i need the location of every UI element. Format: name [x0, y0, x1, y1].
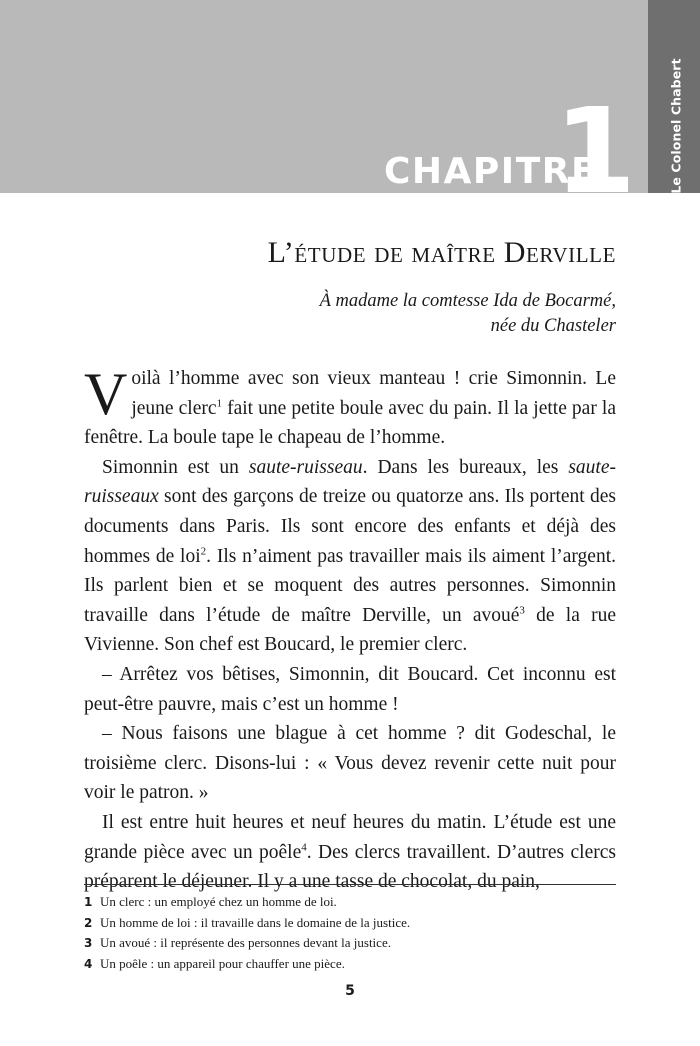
- paragraph-text: sont des garçons de treize ou quatorze ans. Ils portent des documents dans Paris. Ils sont encore des enfants et déjà des hommes de loi: [84, 486, 616, 567]
- footnote-number: 1: [84, 895, 93, 909]
- paragraph: – Nous faisons une blague à cet homme ? dit Godeschal, le troisième clerc. Disons-lui : « Vous devez revenir cette nuit pour voir le patron. »: [84, 723, 616, 804]
- dedication-line: À madame la comtesse Ida de Bocarmé,: [319, 291, 616, 311]
- footnote-ref: 2: [200, 545, 207, 558]
- footnote-ref: 4: [301, 841, 307, 853]
- body-text: [84, 361, 616, 897]
- paragraph-text: Il est entre huit heures et neuf heures du matin. L’étude est une grande pièce avec un poêle: [84, 811, 616, 863]
- paragraph: – Arrêtez vos bêtises, Simonnin, dit Boucard. Cet inconnu est peut-être pauvre, mais c’est un homme !: [84, 663, 616, 715]
- footnote-ref: 3: [519, 604, 525, 617]
- drop-cap: V: [84, 361, 128, 427]
- chapter-label: CHAPITRE: [384, 151, 598, 192]
- paragraph-text: oilà l’homme avec son vieux manteau ! crie Simonnin. Le jeune clerc: [131, 368, 616, 419]
- footnote-number: 4: [84, 956, 93, 971]
- italic-term: saute-ruisseaux: [84, 456, 616, 508]
- chapter-number: 1: [554, 82, 637, 220]
- footnote: [84, 954, 616, 975]
- paragraph-text: . Ils n’aiment pas travailler mais ils aiment l’argent. Ils parlent bien et se moquent des autres personnes. Simonnin travaille dans l’étude de maître Derville, un avoué: [84, 545, 616, 626]
- footnote-number: 3: [84, 936, 93, 950]
- footnote-number: 2: [84, 915, 93, 930]
- paragraph: [84, 453, 616, 660]
- footnote: [84, 913, 616, 934]
- dedication: [320, 289, 616, 339]
- footnote-ref: 1: [216, 397, 223, 410]
- footnote-divider: [84, 884, 616, 885]
- paragraph: [84, 361, 616, 453]
- footnote-text: Un homme de loi : il travaille dans le domaine de la justice.: [100, 914, 411, 930]
- footnote-text: Un poêle : un appareil pour chauffer une pièce.: [100, 955, 345, 971]
- footnotes: [84, 892, 616, 974]
- paragraph-text: Simonnin est un: [102, 456, 249, 478]
- paragraph-text: . Des clercs travaillent. D’autres clercs préparent le déjeuner. Il y a une tasse de chocolat, du pain,: [84, 841, 616, 893]
- footnote: [84, 892, 616, 913]
- chapter-title: L’étude de maître Derville: [267, 236, 616, 269]
- paragraph-text: de la rue Vivienne. Son chef est Boucard, le premier clerc.: [84, 604, 616, 656]
- book-title-label: Le Colonel Chabert: [668, 58, 684, 194]
- dedication-line: née du Chasteler: [490, 316, 616, 336]
- footnote: [84, 933, 616, 954]
- footnote-text: Un avoué : il représente des personnes devant la justice.: [100, 935, 391, 950]
- page-number: 5: [345, 983, 355, 999]
- italic-term: saute-ruisseau: [248, 456, 363, 478]
- paragraph-text: . Dans les bureaux, les: [362, 456, 569, 478]
- footnote-text: Un clerc : un employé chez un homme de loi.: [100, 894, 337, 909]
- paragraph-text: fait une petite boule avec du pain. Il la jette par la fenêtre. La boule tape le chapeau de l’homme.: [84, 397, 616, 449]
